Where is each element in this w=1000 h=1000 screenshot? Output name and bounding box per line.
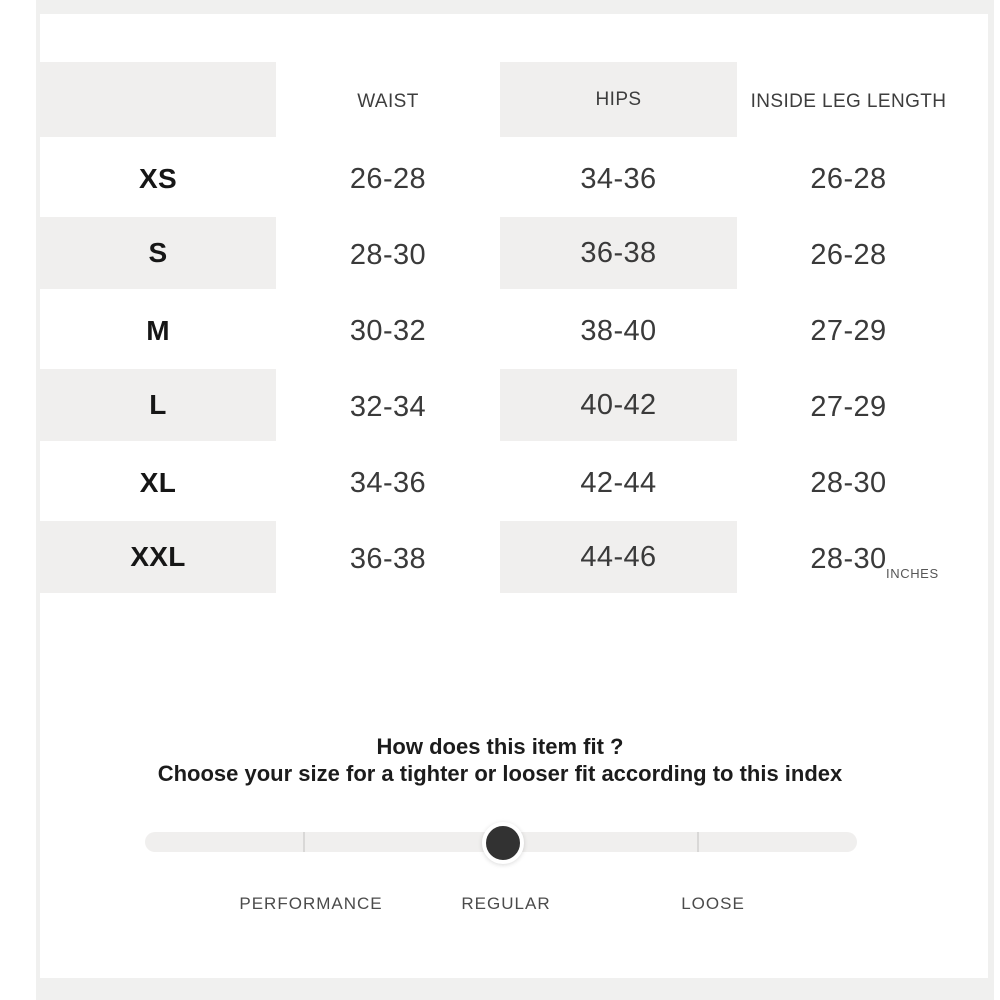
size-cell: L: [40, 369, 276, 445]
waist-cell: 36-38: [349, 542, 427, 575]
inside-leg-cell: 28-30: [810, 542, 887, 575]
size-cell: S: [40, 217, 276, 293]
inside-leg-cell: 28-30: [810, 466, 887, 499]
column-header-size: [40, 62, 276, 141]
inside-leg-cell: 27-29: [810, 390, 887, 423]
hips-cell: 34-36: [580, 162, 657, 195]
slider-tick-performance: [303, 832, 305, 852]
inside-leg-cell: 26-28: [810, 162, 887, 195]
waist-cell: 28-30: [349, 238, 427, 271]
table-row-xl: [40, 445, 960, 521]
fit-guide-subheading: Choose your size for a tighter or looser fit according to this index: [157, 761, 843, 786]
column-header-inside-leg: INSIDE LEG LENGTH: [750, 90, 947, 112]
waist-cell: 26-28: [349, 162, 427, 195]
fit-guide-heading: How does this item fit ?: [376, 734, 624, 759]
inside-leg-cell: 26-28: [810, 238, 887, 271]
fit-option-regular: REGULAR: [461, 894, 551, 913]
fit-option-performance: PERFORMANCE: [239, 894, 383, 913]
size-cell: XXL: [40, 521, 276, 597]
fit-slider-handle[interactable]: [482, 822, 524, 864]
size-chart-table: [40, 62, 960, 597]
waist-cell: 34-36: [349, 466, 427, 499]
size-cell: XS: [139, 163, 177, 194]
slider-tick-loose: [697, 832, 699, 852]
column-header-hips: HIPS: [500, 62, 737, 141]
hips-cell: 40-42: [500, 369, 737, 445]
hips-cell: 44-46: [500, 521, 737, 597]
size-cell: XL: [139, 467, 177, 498]
waist-cell: 32-34: [349, 390, 427, 423]
table-row-m: [40, 293, 960, 369]
size-cell: M: [146, 315, 170, 346]
hips-cell: 38-40: [580, 314, 657, 347]
fit-option-loose: LOOSE: [681, 894, 745, 913]
hips-cell: 36-38: [500, 217, 737, 293]
table-row-s: [40, 217, 960, 293]
table-header-row: [40, 62, 960, 141]
table-row-xs: [40, 141, 960, 217]
hips-cell: 42-44: [580, 466, 657, 499]
table-row-xxl: [40, 521, 960, 597]
table-row-l: [40, 369, 960, 445]
inside-leg-cell: 27-29: [810, 314, 887, 347]
column-header-waist: WAIST: [357, 90, 419, 112]
units-label: INCHES: [886, 566, 939, 581]
waist-cell: 30-32: [349, 314, 427, 347]
